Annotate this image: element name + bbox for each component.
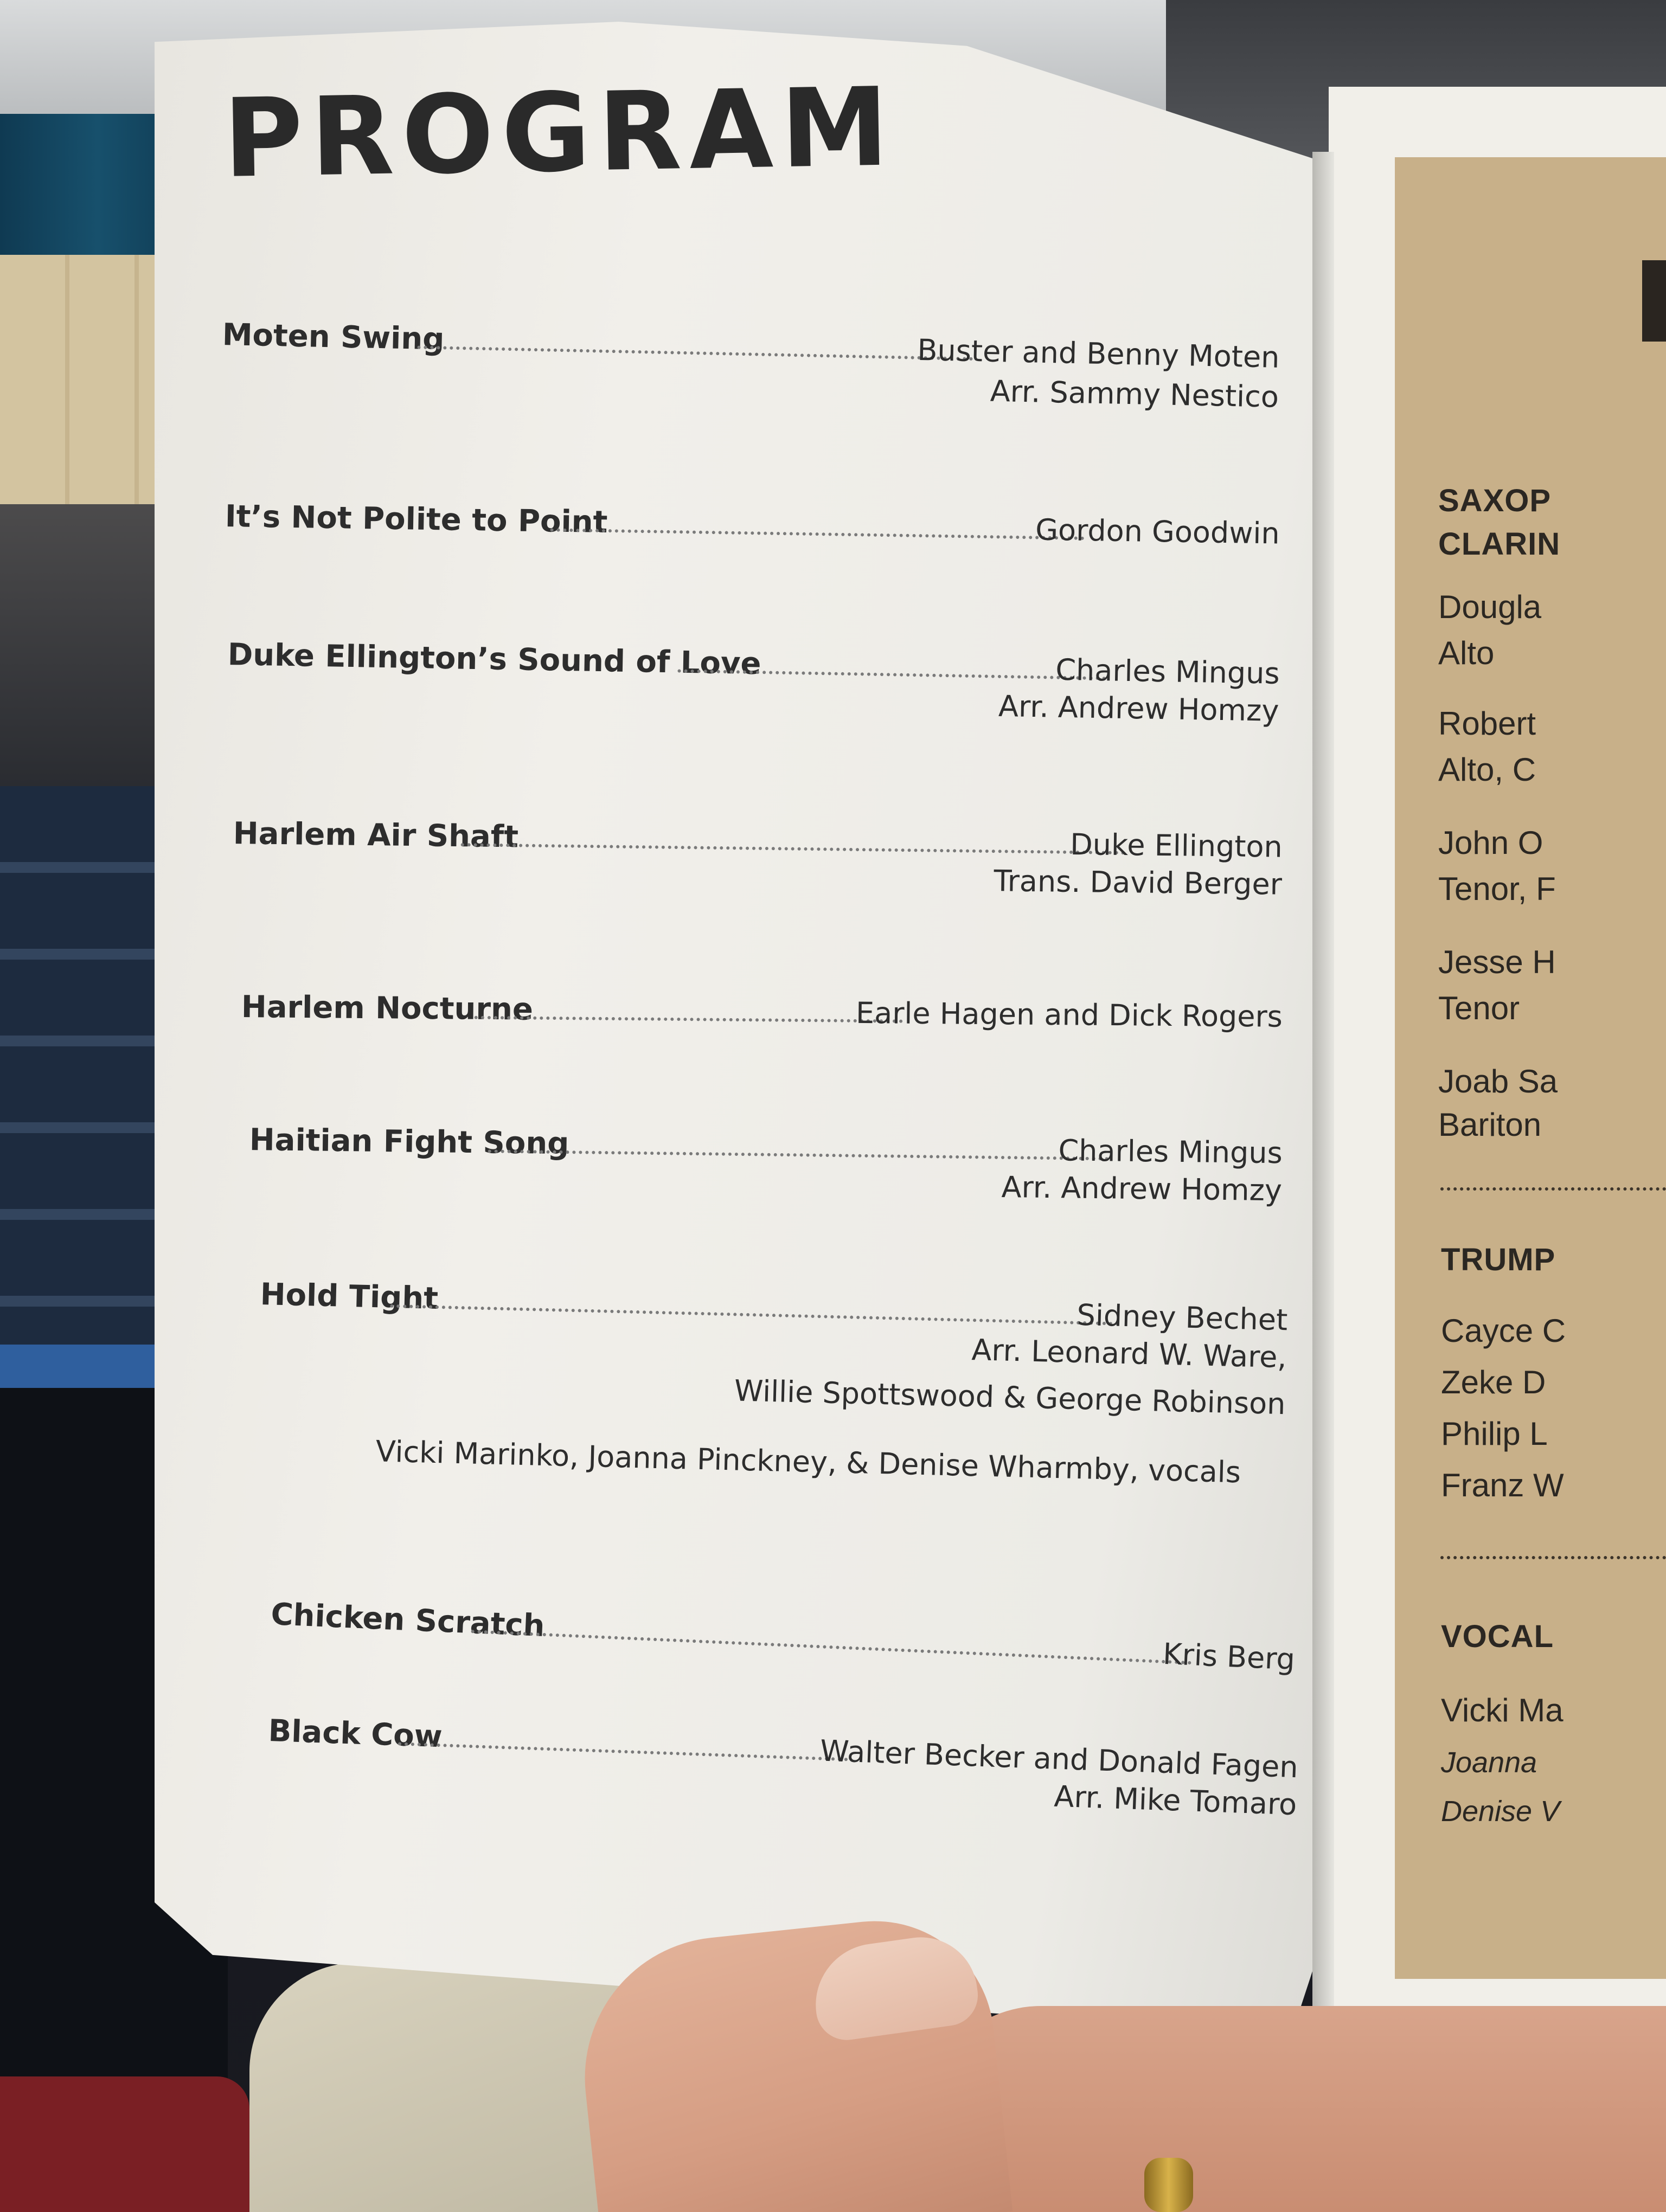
booklet-gutter bbox=[1312, 152, 1334, 2049]
arranger-credit: Arr. Leonard W. Ware, bbox=[971, 1333, 1287, 1375]
arranger-credit: Arr. Sammy Nestico bbox=[990, 374, 1279, 414]
musician-name: Bariton bbox=[1438, 1107, 1542, 1143]
section-divider bbox=[1440, 1187, 1666, 1191]
musician-name: Zeke D bbox=[1441, 1364, 1546, 1400]
musician-name: Franz W bbox=[1441, 1467, 1564, 1503]
dotted-leader bbox=[488, 1149, 1109, 1160]
arranger-credit: Arr. Mike Tomaro bbox=[1053, 1779, 1298, 1822]
program-entry-row bbox=[241, 981, 1283, 1034]
gold-ring bbox=[1144, 2158, 1193, 2212]
section-heading: TRUMP bbox=[1441, 1242, 1556, 1277]
section-heading: VOCAL bbox=[1441, 1619, 1554, 1654]
composer-name: Sidney Bechet bbox=[1076, 1297, 1288, 1338]
arranger-credit: Trans. David Berger bbox=[994, 864, 1283, 902]
hand-fingers bbox=[922, 2006, 1666, 2212]
piece-title: Black Cow bbox=[267, 1713, 443, 1755]
piece-title: Hold Tight bbox=[260, 1277, 439, 1317]
piece-title: Harlem Air Shaft bbox=[233, 816, 519, 855]
musician-name: Philip L bbox=[1441, 1416, 1548, 1452]
musician-name: Vicki Ma bbox=[1441, 1692, 1564, 1728]
musician-name: Dougla bbox=[1438, 589, 1542, 625]
stage-wall bbox=[0, 255, 174, 504]
musician-name: Joanna bbox=[1441, 1746, 1537, 1779]
musician-name: Tenor bbox=[1438, 990, 1520, 1026]
program-title: PROGRAM bbox=[222, 64, 898, 202]
vocalists-note: Vicki Marinko, Joanna Pinckney, & Denise Wharmby, vocals bbox=[375, 1434, 1241, 1490]
composer-name: Walter Becker and Donald Fagen bbox=[819, 1733, 1299, 1785]
program-entry bbox=[241, 981, 1283, 1034]
dotted-leader bbox=[475, 1016, 903, 1023]
musician-name: Alto bbox=[1438, 635, 1495, 671]
arranger-credit: Arr. Andrew Homzy bbox=[1001, 1169, 1283, 1208]
piece-title: It’s Not Polite to Point bbox=[225, 499, 608, 541]
musician-name: Cayce C bbox=[1441, 1313, 1566, 1349]
composer-name: Buster and Benny Moten bbox=[917, 332, 1280, 375]
section-divider bbox=[1440, 1556, 1666, 1559]
dotted-leader bbox=[461, 843, 1125, 854]
composer-name: Charles Mingus bbox=[1055, 652, 1280, 691]
section-heading: SAXOP bbox=[1438, 483, 1552, 518]
composer-name: Gordon Goodwin bbox=[1035, 512, 1280, 551]
musician-name: Denise V bbox=[1441, 1795, 1560, 1828]
musician-name: Jesse H bbox=[1438, 944, 1556, 980]
piece-title: Duke Ellington’s Sound of Love bbox=[227, 637, 761, 682]
composer-name: Earle Hagen and Dick Rogers bbox=[855, 995, 1283, 1034]
piece-title: Haitian Fight Song bbox=[249, 1122, 569, 1162]
piece-title: Harlem Nocturne bbox=[241, 989, 534, 1027]
composer-name: Kris Berg bbox=[1162, 1636, 1296, 1677]
dotted-leader bbox=[550, 528, 1085, 539]
composer-name: Charles Mingus bbox=[1058, 1133, 1283, 1171]
piece-title: Chicken Scratch bbox=[270, 1597, 546, 1644]
arranger-credit: Arr. Andrew Homzy bbox=[998, 689, 1279, 728]
arranger-credit: Willie Spottswood & George Robinson bbox=[734, 1373, 1286, 1422]
composer-name: Duke Ellington bbox=[1069, 827, 1283, 864]
musician-name: Robert bbox=[1438, 705, 1536, 742]
red-fabric bbox=[0, 2076, 249, 2212]
musician-name: Tenor, F bbox=[1438, 871, 1556, 907]
musician-name: Alto, C bbox=[1438, 751, 1536, 788]
logo-mark bbox=[1642, 260, 1666, 342]
piece-title: Moten Swing bbox=[222, 317, 445, 357]
section-heading: CLARIN bbox=[1438, 526, 1561, 562]
musician-name: Joab Sa bbox=[1438, 1063, 1558, 1099]
musician-name: John O bbox=[1438, 825, 1543, 861]
